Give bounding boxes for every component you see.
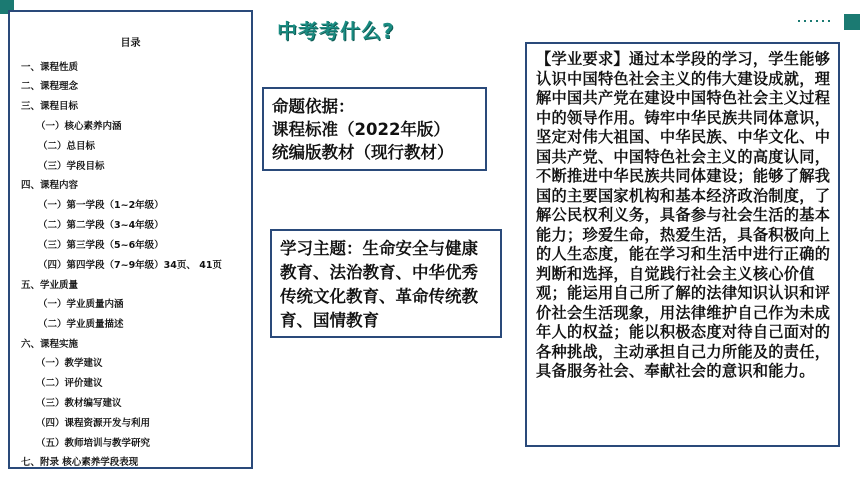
toc-item: （三）教材编写建议 (36, 398, 122, 409)
toc-item: 一、课程性质 (21, 62, 79, 73)
learning-themes-text: 学习主题：生命安全与健康教育、法治教育、中华优秀传统文化教育、革命传统教育、国情教育 (280, 239, 478, 330)
basis-line: 课程标准（2022年版） (272, 120, 450, 139)
toc-item: （二）第二学段（3~4年级） (38, 220, 164, 231)
toc-item: （一）教学建议 (36, 358, 103, 369)
dot-decoration (796, 14, 836, 30)
toc-item: 三、课程目标 (21, 101, 79, 112)
academic-requirements-text: 【学业要求】通过本学段的学习，学生能够认识中国特色社会主义的伟大建设成就，理解中国共产党在建设中国特色社会主义过程中的领导作用。铸牢中华民族共同体意识，坚定对伟大祖国、中华民族、中华文化、中国共产党、中国特色社会主义的高度认同，不断推进中华民族共同体建设；能够了解我国的主要国家机构和基本经济政治制度，了解公民权利义务，具备参与社会生活的基本能力；珍爱生命，热爱生活，具备积极向上的人生态度，能在学习和生活中进行正确的判断和选择，自觉践行社会主义核心价值观；能运用自己所了解的法律知识认识和评价社会生活现象，用法律维护自己作为未成年人的权益；能以积极态度对待自己面对的各种挑战，主动承担自己力所能及的责任，具备服务社会、奉献社会的意识和能力。 (536, 50, 831, 380)
page-title: 中考考什么? (277, 19, 395, 43)
toc-item: （四）第四学段（7~9年级）34页、 41页 (38, 260, 222, 271)
toc-item: 二、课程理念 (21, 81, 79, 92)
toc-item: （五）教师培训与教学研究 (36, 438, 151, 449)
basis-line: 统编版教材（现行教材） (272, 143, 454, 162)
toc-item: 七、附录 核心素养学段表现 (21, 457, 139, 468)
toc-item: （二）总目标 (38, 141, 96, 152)
toc-item: （三）第三学段（5~6年级） (38, 240, 164, 251)
toc-item: 四、课程内容 (21, 180, 79, 191)
toc-item: （四）课程资源开发与利用 (36, 418, 151, 429)
toc-title: 目录 (120, 38, 141, 49)
toc-item: （三）学段目标 (38, 161, 105, 172)
toc-item: （二）评价建议 (36, 378, 103, 389)
academic-requirements-box (525, 42, 840, 447)
toc-item: 六、课程实施 (21, 339, 79, 350)
basis-line: 命题依据： (272, 97, 355, 116)
corner-decoration-right (844, 14, 860, 30)
toc-item: （一）核心素养内涵 (36, 121, 122, 132)
table-of-contents (8, 10, 253, 469)
learning-themes-box (270, 229, 502, 338)
toc-item: 五、学业质量 (21, 280, 79, 291)
toc-item: （一）学业质量内涵 (38, 299, 124, 310)
toc-item: （二）学业质量描述 (38, 319, 124, 330)
toc-item: （一）第一学段（1~2年级） (38, 200, 164, 211)
exam-basis-box (262, 87, 487, 171)
